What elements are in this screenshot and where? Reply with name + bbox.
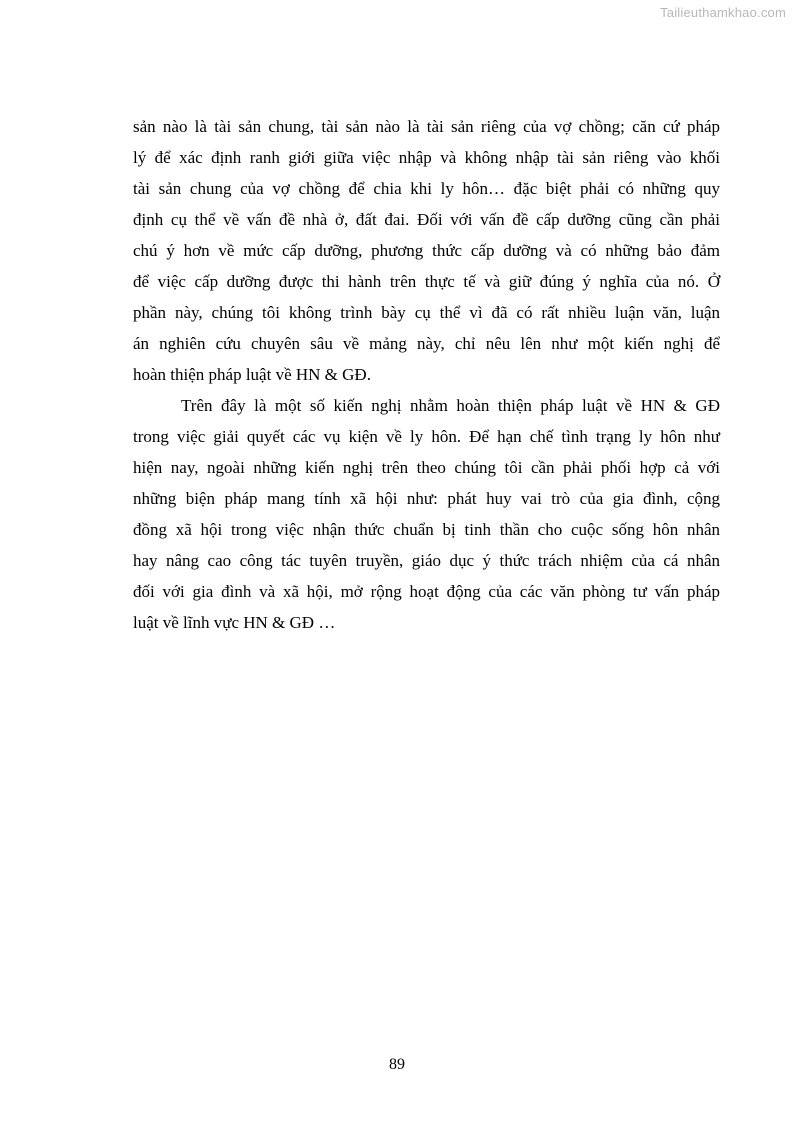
text-line: trong việc giải quyết các vụ kiện về ly hôn. Để hạn chế tình trạng ly hôn như [133, 427, 720, 446]
paragraph-2 [133, 390, 720, 638]
text-line: Trên đây là một số kiến nghị nhằm hoàn thiện pháp luật về HN & GĐ [181, 396, 720, 415]
text-line: những biện pháp mang tính xã hội như: phát huy vai trò của gia đình, cộng [133, 489, 720, 508]
text-line: tài sản chung của vợ chồng để chia khi ly hôn… đặc biệt phải có những quy [133, 179, 720, 198]
text-line: lý để xác định ranh giới giữa việc nhập và không nhập tài sản riêng vào khối [133, 148, 720, 167]
paragraph-1 [133, 111, 720, 390]
text-line: hiện nay, ngoài những kiến nghị trên theo chúng tôi cần phải phối hợp cả với [133, 458, 720, 477]
watermark: Tailieuthamkhao.com [660, 5, 786, 20]
document-body [133, 111, 720, 638]
text-line: đối với gia đình và xã hội, mở rộng hoạt động của các văn phòng tư vấn pháp [133, 582, 720, 601]
text-line: phần này, chúng tôi không trình bày cụ thể vì đã có rất nhiều luận văn, luận [133, 303, 720, 322]
text-line: để việc cấp dưỡng được thi hành trên thực tế và giữ đúng ý nghĩa của nó. Ở [133, 272, 720, 291]
text-line: chú ý hơn về mức cấp dưỡng, phương thức cấp dưỡng và có những bảo đảm [133, 241, 720, 260]
text-line: định cụ thể về vấn đề nhà ở, đất đai. Đối với vấn đề cấp dưỡng cũng cần phải [133, 210, 720, 229]
text-line: hoàn thiện pháp luật về HN & GĐ. [133, 365, 371, 384]
text-line: đồng xã hội trong việc nhận thức chuẩn bị tinh thần cho cuộc sống hôn nhân [133, 520, 720, 539]
text-line: án nghiên cứu chuyên sâu về mảng này, chỉ nêu lên như một kiến nghị để [133, 334, 720, 353]
text-line: luật về lĩnh vực HN & GĐ … [133, 613, 336, 632]
page-number: 89 [389, 1056, 405, 1073]
text-line: hay nâng cao công tác tuyên truyền, giáo dục ý thức trách nhiệm của cá nhân [133, 551, 720, 570]
text-line: sản nào là tài sản chung, tài sản nào là tài sản riêng của vợ chồng; căn cứ pháp [133, 117, 720, 136]
